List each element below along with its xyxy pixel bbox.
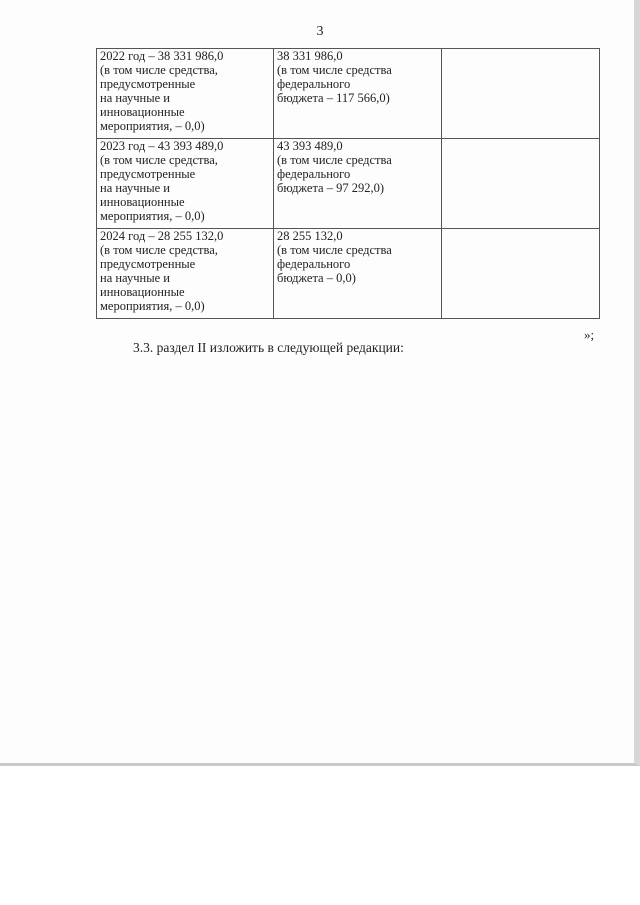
cell-line: 2023 год – 43 393 489,0 [100, 139, 224, 153]
total-cell [97, 49, 274, 139]
cell-line: мероприятия, – 0,0) [100, 209, 205, 223]
cell-line: (в том числе средства [277, 63, 392, 77]
cell-line: 28 255 132,0 [277, 229, 343, 243]
budget-cell [274, 49, 442, 139]
page-number: 3 [316, 24, 324, 39]
table-row [97, 229, 600, 319]
cell-line: (в том числе средства, [100, 153, 218, 167]
cell-line: 43 393 489,0 [277, 139, 343, 153]
table-row [97, 139, 600, 229]
cell-line: предусмотренные [100, 257, 196, 271]
total-cell [97, 229, 274, 319]
table-row [97, 49, 600, 139]
budget-cell [274, 229, 442, 319]
empty-cell [442, 139, 600, 229]
cell-line: мероприятия, – 0,0) [100, 119, 205, 133]
cell-line: инновационные [100, 105, 185, 119]
cell-line: предусмотренные [100, 167, 196, 181]
total-cell [97, 139, 274, 229]
cell-line: (в том числе средства [277, 243, 392, 257]
empty-cell [442, 229, 600, 319]
funding-table [96, 48, 600, 319]
cell-line: федерального [277, 257, 351, 271]
cell-line: (в том числе средства, [100, 63, 218, 77]
cell-line: на научные и [100, 91, 170, 105]
cell-line: бюджета – 117 566,0) [277, 91, 390, 105]
cell-line: на научные и [100, 181, 170, 195]
cell-line: федерального [277, 167, 351, 181]
cell-line: 2024 год – 28 255 132,0 [100, 229, 224, 243]
cell-line: 38 331 986,0 [277, 49, 343, 63]
cell-line: (в том числе средства [277, 153, 392, 167]
budget-cell [274, 139, 442, 229]
cell-line: инновационные [100, 195, 185, 209]
cell-line: мероприятия, – 0,0) [100, 299, 205, 313]
empty-cell [442, 49, 600, 139]
cell-line: федерального [277, 77, 351, 91]
cell-line: бюджета – 0,0) [277, 271, 356, 285]
cell-line: инновационные [100, 285, 185, 299]
cell-line: (в том числе средства, [100, 243, 218, 257]
cell-line: на научные и [100, 271, 170, 285]
cell-line: предусмотренные [100, 77, 196, 91]
closing-quote-mark: »; [584, 327, 595, 342]
cell-line: 2022 год – 38 331 986,0 [100, 49, 224, 63]
cell-line: бюджета – 97 292,0) [277, 181, 385, 195]
amendment-paragraph: 3.3. раздел II изложить в следующей редакции: [133, 340, 404, 355]
